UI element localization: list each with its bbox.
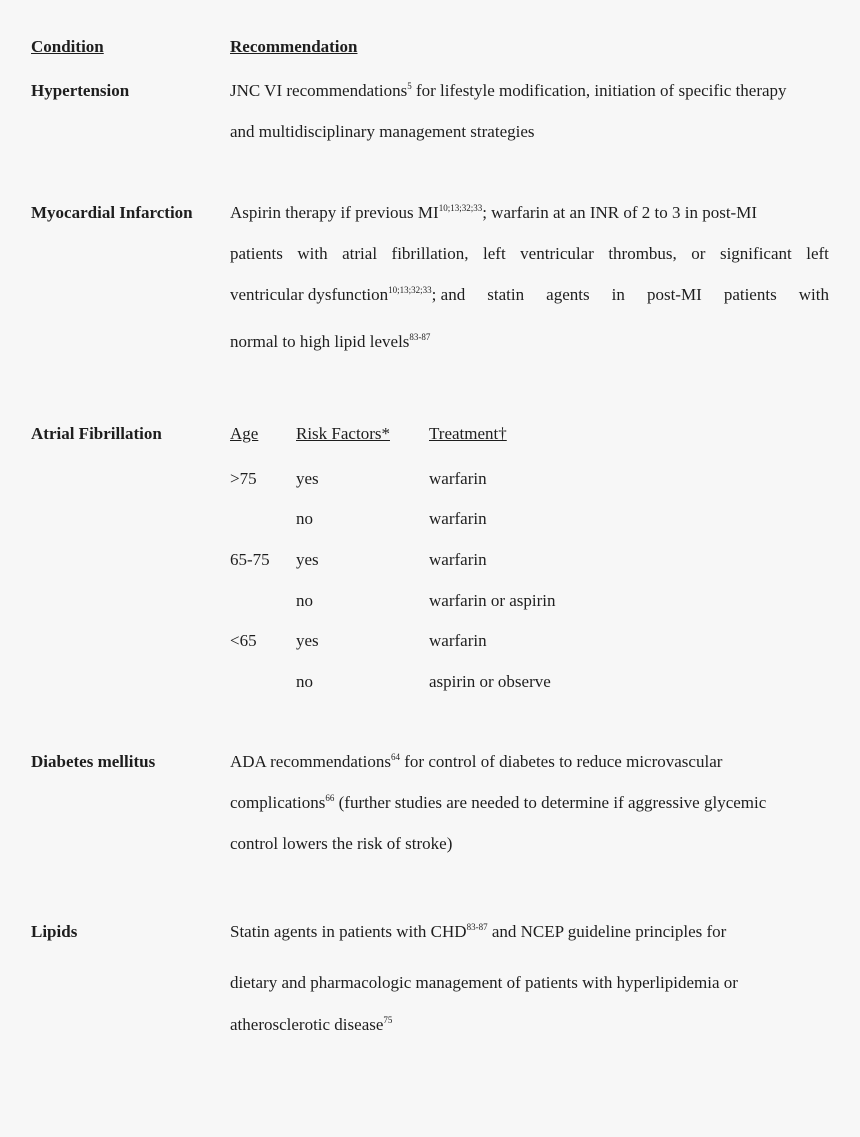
af-risk: no <box>296 509 313 528</box>
mi-line-3: ventricular dysfunction$^{10;13;32;33}$; and statin agents in post-MI patients with <box>230 285 829 304</box>
af-col-risk: Risk Factors* <box>296 424 390 443</box>
citation-sup: 10;13;32;33 <box>388 285 432 295</box>
hypertension-line-2: and multidisciplinary management strategies <box>230 122 535 141</box>
citation-sup: 83-87 <box>409 332 431 342</box>
af-risk: yes <box>296 469 319 488</box>
mi-line-2: patients with atrial fibrillation, left ventricular thrombus, or significant left <box>230 244 829 263</box>
diabetes-line-1: ADA recommendations$^{64}$ for control of diabetes to reduce microvascular <box>230 752 723 771</box>
lipids-line-3: atherosclerotic disease$^{75}$ <box>230 1015 393 1034</box>
lipids-line-2: dietary and pharmacologic management of patients with hyperlipidemia or <box>230 973 738 992</box>
af-risk: yes <box>296 631 319 650</box>
af-treatment: warfarin <box>429 550 487 569</box>
citation-sup: 10;13;32;33 <box>438 203 483 213</box>
af-risk: yes <box>296 550 319 569</box>
af-treatment: aspirin or observe <box>429 672 551 691</box>
mi-line-4: normal to high lipid levels$^{83-87}$ <box>230 332 431 351</box>
af-label: Atrial Fibrillation <box>31 424 162 443</box>
af-risk: no <box>296 672 313 691</box>
af-treatment: warfarin <box>429 469 487 488</box>
condition-header: Condition <box>31 37 104 56</box>
af-age: 65-75 <box>230 550 270 569</box>
af-age: >75 <box>230 469 257 488</box>
mi-line-1: Aspirin therapy if previous MI$^{10;13;32;33}$; warfarin at an INR of 2 to 3 in post-MI <box>230 203 757 222</box>
af-age: <65 <box>230 631 257 650</box>
af-risk: no <box>296 591 313 610</box>
mi-label: Myocardial Infarction <box>31 203 193 222</box>
af-treatment: warfarin <box>429 509 487 528</box>
diabetes-line-3: control lowers the risk of stroke) <box>230 834 453 853</box>
hypertension-line-1: JNC VI recommendations$^5$ for lifestyle modification, initiation of specific therapy <box>230 81 787 100</box>
citation-sup: 75 <box>383 1015 393 1025</box>
af-col-age: Age <box>230 424 259 443</box>
lipids-line-1: Statin agents in patients with CHD$^{83-87}$ and NCEP guideline principles for <box>230 922 727 941</box>
citation-sup: 66 <box>325 793 335 803</box>
recommendation-header: Recommendation <box>230 37 358 56</box>
diabetes-label: Diabetes mellitus <box>31 752 156 771</box>
hypertension-label: Hypertension <box>31 81 130 100</box>
diabetes-line-2: complications$^{66}$ (further studies are needed to determine if aggressive glycemic <box>230 793 767 812</box>
af-treatment: warfarin or aspirin <box>429 591 556 610</box>
lipids-label: Lipids <box>31 922 78 941</box>
citation-sup: 5 <box>407 81 412 91</box>
af-treatment: warfarin <box>429 631 487 650</box>
citation-sup: 64 <box>391 752 400 762</box>
af-col-treatment: Treatment† <box>429 424 507 443</box>
citation-sup: 83-87 <box>466 922 488 932</box>
